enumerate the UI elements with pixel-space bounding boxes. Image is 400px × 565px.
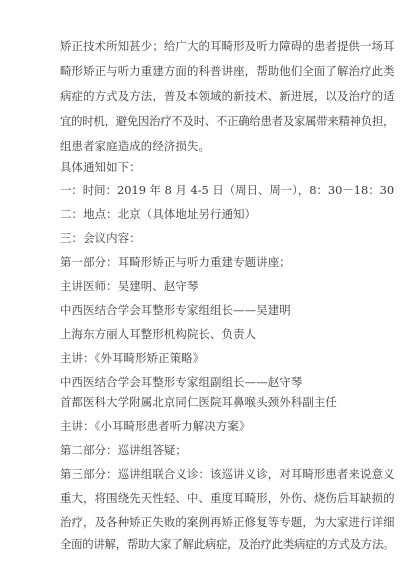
part3-line-4: 全面的讲解，帮助大家了解此病症，及治疗此类病症的方式及方法。 bbox=[60, 537, 395, 551]
part2-title: 第二部分：巡讲组答疑； bbox=[60, 443, 187, 457]
intro-line-5: 组患者家庭造成的经济损失。 bbox=[60, 139, 211, 153]
part1-zhao-talk: 主讲：《小耳畸形患者听力解决方案》 bbox=[60, 419, 251, 433]
part1-zhao-org: 首都医科大学附属北京同仁医院耳鼻喉头颈外科副主任 bbox=[60, 395, 337, 409]
part3-line-2: 重大，将围绕先天性轻、中、重度耳畸形，外伤、烧伤后耳缺损的 bbox=[60, 491, 395, 505]
agenda-heading: 三：会议内容： bbox=[60, 231, 141, 245]
intro-line-4: 宜的时机，避免因治疗不及时、不正确给患者及家属带来精神负担， bbox=[60, 114, 395, 128]
notice-heading: 具体通知如下： bbox=[60, 160, 141, 174]
intro-line-3: 病症的方式及方法，普及本领域的新技术、新进展，以及治疗的适 bbox=[60, 89, 395, 103]
part1-title: 第一部分：耳畸形矫正与听力重建专题讲座； bbox=[60, 255, 291, 269]
meeting-time: 一：时间：2019 年 8 月 4-5 日（周日、周一），8：30－18：30 bbox=[60, 183, 395, 197]
part1-wu-org: 上海东方丽人耳整形机构院长、负责人 bbox=[60, 327, 257, 341]
part1-zhao-title: 中西医结合学会耳整形专家组副组长——赵守琴 bbox=[60, 375, 303, 389]
part1-doctors: 主讲医师：吴建明、赵守琴 bbox=[60, 279, 199, 293]
part3-line-1: 第三部分：巡讲组联合义诊：该巡讲义诊，对耳畸形患者来说意义 bbox=[60, 467, 395, 481]
part1-wu-title: 中西医结合学会耳整形专家组组长——吴建明 bbox=[60, 303, 291, 317]
meeting-place: 二：地点：北京（具体地址另行通知） bbox=[60, 207, 257, 221]
intro-line-2: 畸形矫正与听力重建方面的科普讲座，帮助他们全面了解治疗此类 bbox=[60, 64, 395, 78]
part1-wu-talk: 主讲：《外耳畸形矫正策略》 bbox=[60, 351, 205, 365]
part3-line-3: 治疗，及各种矫正失败的案例再矫正修复等专题，为大家进行详细 bbox=[60, 515, 395, 529]
intro-line-1: 矫正技术所知甚少；给广大的耳畸形及听力障碍的患者提供一场耳 bbox=[60, 39, 395, 53]
